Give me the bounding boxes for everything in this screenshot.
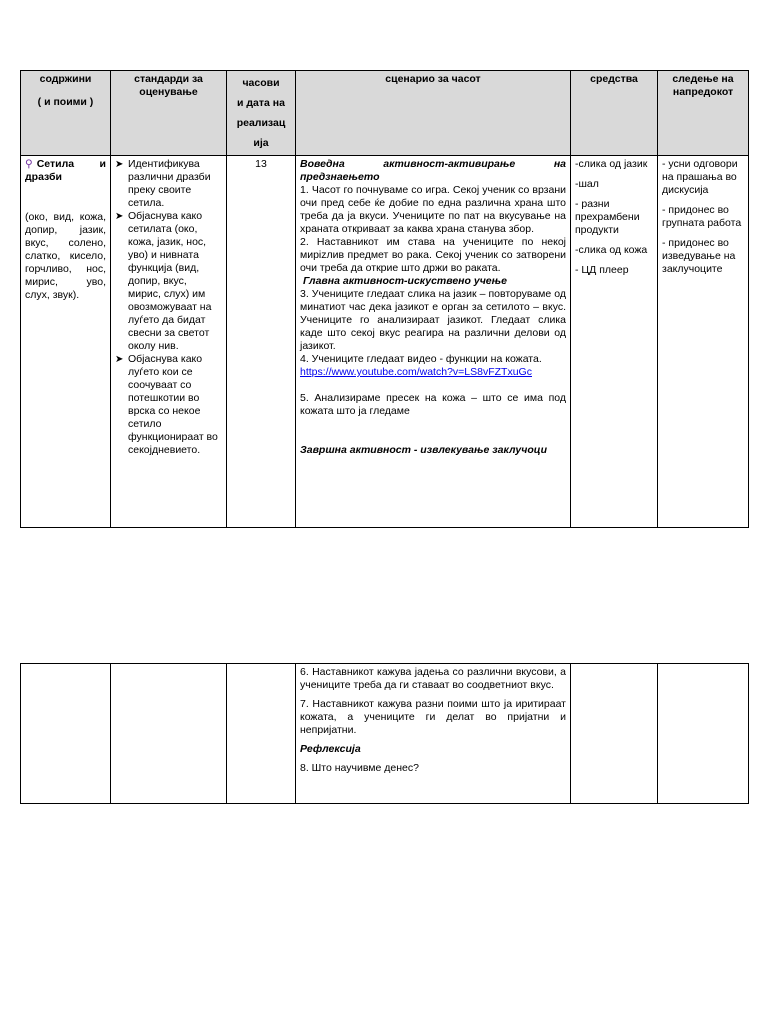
concepts-text: (око, вид, кожа, допир, јазик, вкус, солено, слатко, кисело, горчливо, нос, мирис, уво, слух, звук). — [25, 211, 106, 301]
material-item: - ЦД плеер — [575, 264, 629, 276]
material-item: -шал — [575, 178, 599, 190]
standards-list — [115, 158, 222, 457]
scenario-step-1: 1. Часот го почнуваме со игра. Секој ученик со врзани очи пред себе ќе добие по една различна храна што треба да ја вкуси. Учениците по пат на вкусување на храната откриваат за каква храна станува збор. — [300, 184, 566, 235]
progress-item: - усни одговори на прашања во дискусија — [662, 158, 738, 196]
arrow-bullet-icon: ➤ — [115, 211, 124, 222]
arrow-bullet-icon: ➤ — [115, 159, 124, 170]
scenario-step-7: 7. Наставникот кажува разни поими што ја иритираат кожата, а учениците ги делат во пријатни и непријатни. — [300, 698, 566, 736]
header-progress: следење на напредокот — [658, 71, 749, 156]
contents-cell: ⚲ Сетила и дразби (око, вид, кожа, допир, јазик, вкус, солено, слатко, кисело, горчливо, нос, мирис, уво, слух, звук). — [21, 156, 111, 528]
main-heading: Главна активност-искуствено учење — [303, 275, 508, 287]
empty-cell — [111, 664, 227, 804]
header-standards: стандарди за оценување — [111, 71, 227, 156]
standards-cell — [111, 156, 227, 528]
scenario-step-8: 8. Што научивме денес? — [300, 762, 419, 774]
continuation-row — [21, 664, 749, 804]
material-item: - разни прехрамбени продукти — [575, 198, 640, 236]
progress-cell — [658, 156, 749, 528]
lesson-plan-continuation-table — [20, 663, 749, 804]
header-hours: часови и дата на реализац ија — [227, 71, 296, 156]
header-contents: содржини ( и поими ) — [21, 71, 111, 156]
scenario-step-5: 5. Анализираме пресек на кожа – што се има под кожата што ја гледаме — [300, 392, 566, 417]
purple-bullet-icon: ⚲ — [25, 158, 33, 170]
hours-cell: 13 — [227, 156, 296, 528]
material-item: -слика од кожа — [575, 244, 648, 256]
empty-cell — [658, 664, 749, 804]
arrow-bullet-icon: ➤ — [115, 354, 124, 365]
scenario-step-6: 6. Наставникот кажува јадења со различни вкусови, а учениците треба да ги ставаат во соодветниот вкус. — [300, 666, 566, 691]
empty-cell — [21, 664, 111, 804]
scenario-step-2: 2. Наставникот им става на учениците по некој мирizлив предмет во рака. Секој ученик со затворени очи треба да открие што држи во раката. — [300, 236, 566, 274]
header-materials: средства — [571, 71, 658, 156]
progress-item: - придонес во изведување на заклучоците — [662, 237, 736, 275]
header-row — [21, 71, 749, 156]
scenario-cell — [296, 156, 571, 528]
header-scenario: сценарио за часот — [296, 71, 571, 156]
reflection-heading: Рефлексија — [300, 743, 361, 755]
progress-item: - придонес во групната работа — [662, 204, 742, 229]
materials-cell — [571, 156, 658, 528]
standard-item: ➤ Објаснува како луѓето кои се соочуваат со потешкотии во врска со некое сетило функционираат во секојдневието. — [115, 353, 218, 456]
material-item: -слика од јазик — [575, 158, 648, 170]
standard-item: ➤ Објаснува како сетилата (око, кожа, јазик, нос, уво) и нивната функција (вид, допир, вкус, мирис, слух) им овозможуваат на луѓето да бидат свесни за светот околу нив. — [115, 210, 212, 352]
empty-cell — [571, 664, 658, 804]
content-row — [21, 156, 749, 528]
scenario-continuation-cell — [296, 664, 571, 804]
standard-item: ➤ Идентификува различни дразби преку своите сетила. — [115, 158, 211, 209]
intro-heading: Воведна активност-активирање на предзнаењето — [300, 158, 566, 183]
final-heading: Завршна активност - извлекување заклучоци — [300, 444, 547, 456]
scenario-step-3: 3. Учениците гледаат слика на јазик – повторуваме од минатиот час дека јазикот е орган за сетилото – вкус. Учениците го анализираат јазикот. Гледаат слика каде што секој вкус реагира на различни делови од јазикот. — [300, 288, 566, 352]
scenario-step-4: 4. Учениците гледаат видео - функции на кожата. — [300, 353, 542, 365]
video-link[interactable]: https://www.youtube.com/watch?v=LS8vFZTxuGc — [300, 366, 532, 378]
lesson-plan-table — [20, 70, 749, 528]
empty-cell — [227, 664, 296, 804]
